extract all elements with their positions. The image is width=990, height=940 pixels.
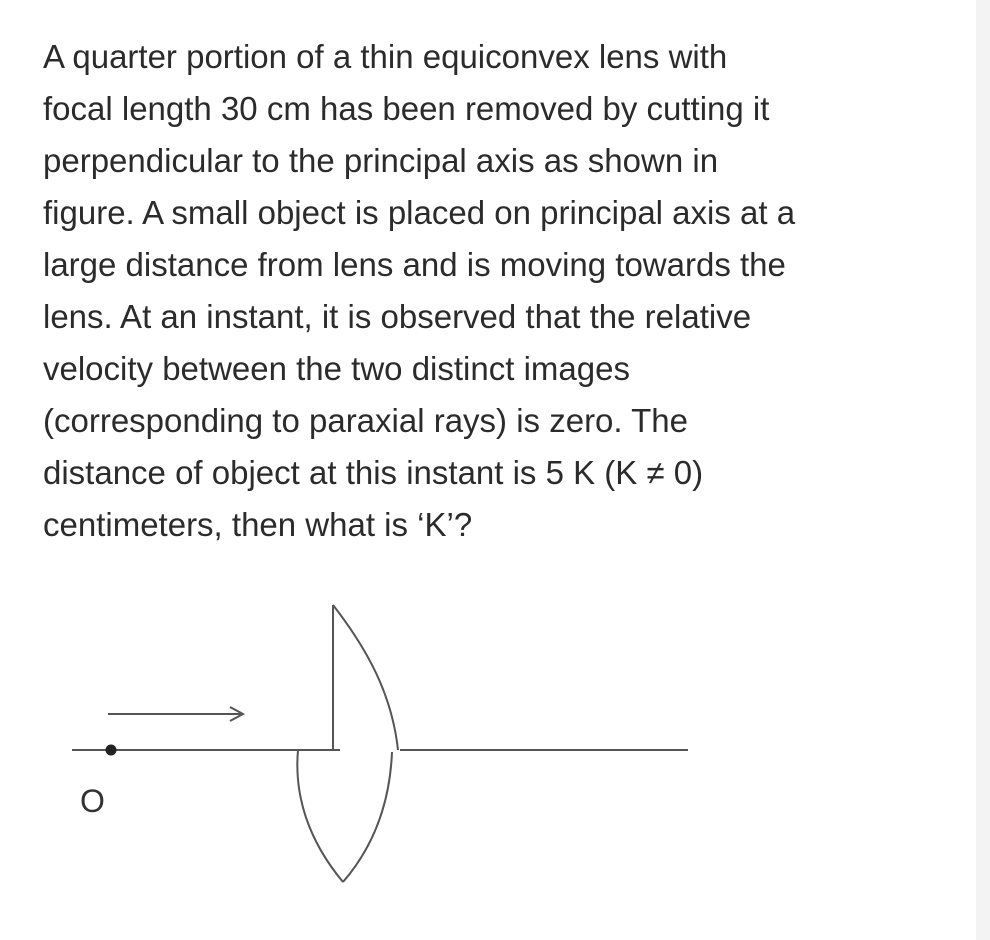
object-point (106, 745, 117, 756)
question-line: A quarter portion of a thin equiconvex lens with (43, 38, 728, 75)
upper-lens-quarter (333, 605, 398, 750)
question-line: velocity between the two distinct images (43, 350, 630, 387)
question-line: centimeters, then what is ‘K’? (43, 506, 473, 543)
question-line: perpendicular to the principal axis as shown in (43, 142, 719, 179)
object-label: O (80, 783, 105, 819)
question-line: large distance from lens and is moving towards the (43, 246, 786, 283)
question-line: figure. A small object is placed on principal axis at a (43, 194, 796, 231)
question-line: distance of object at this instant is 5 K (K ≠ 0) (43, 454, 704, 491)
motion-arrow-icon (108, 707, 243, 721)
question-line: (corresponding to paraxial rays) is zero. The (43, 402, 689, 439)
lower-lens-half (297, 750, 392, 882)
question-line: focal length 30 cm has been removed by cutting it (43, 90, 770, 127)
question-line: lens. At an instant, it is observed that the relative (43, 298, 752, 335)
